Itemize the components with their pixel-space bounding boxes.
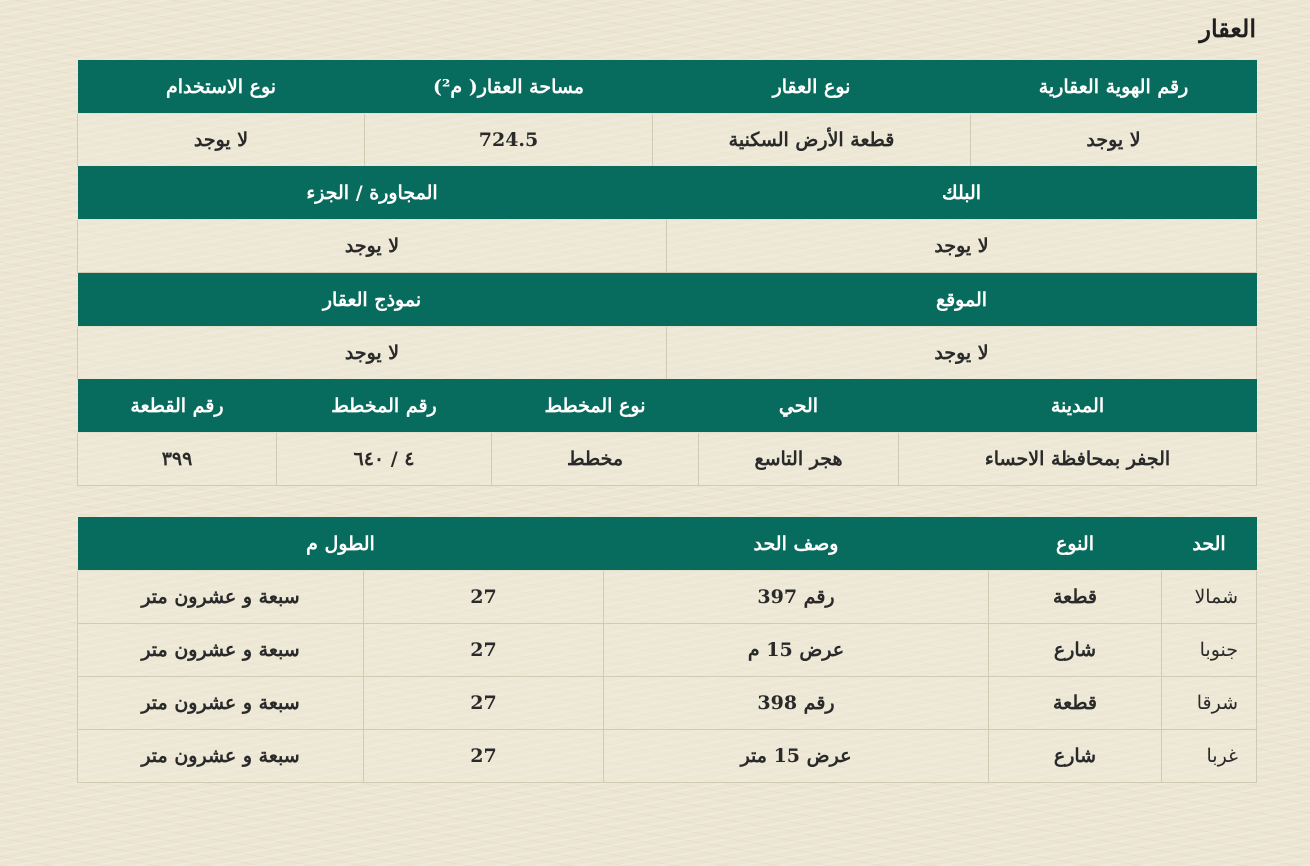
boundary-type: قطعة [989, 677, 1162, 730]
table-row [78, 677, 1257, 730]
header-neighborhood-part: المجاورة / الجزء [78, 166, 667, 220]
value-property-model: لا يوجد [78, 327, 667, 380]
boundary-description: رقم 397 [604, 571, 989, 624]
value-property-area: 724.5 [365, 114, 653, 167]
boundary-direction: جنوبا [1162, 624, 1257, 677]
location-table [77, 273, 1257, 380]
header-location: الموقع [667, 273, 1257, 327]
block-value-row [78, 220, 1257, 273]
value-plan-type: مخطط [492, 433, 699, 486]
header-property-id: رقم الهوية العقارية [971, 60, 1257, 114]
boundaries-table [77, 517, 1257, 783]
plan-table [77, 379, 1257, 486]
boundary-length-number: 27 [364, 571, 604, 624]
value-location: لا يوجد [667, 327, 1257, 380]
boundary-length-number: 27 [364, 730, 604, 783]
boundary-type: قطعة [989, 571, 1162, 624]
header-plan-type: نوع المخطط [492, 379, 699, 433]
location-header-row [78, 273, 1257, 327]
table-row [78, 624, 1257, 677]
header-city: المدينة [899, 379, 1257, 433]
boundary-type: شارع [989, 730, 1162, 783]
boundary-description: عرض 15 م [604, 624, 989, 677]
value-plot-number: ٣٩٩ [78, 433, 277, 486]
property-value-row [78, 114, 1257, 167]
property-header-row [78, 60, 1257, 114]
boundary-description: عرض 15 متر [604, 730, 989, 783]
header-district: الحي [699, 379, 899, 433]
value-plan-number: ٤ / ٦٤٠ [277, 433, 492, 486]
property-info-table [77, 60, 1257, 167]
header-boundary-description: وصف الحد [604, 517, 989, 571]
boundary-length-text: سبعة و عشرون متر [78, 624, 364, 677]
block-header-row [78, 166, 1257, 220]
boundary-type: شارع [989, 624, 1162, 677]
header-boundary-type: النوع [989, 517, 1162, 571]
location-value-row [78, 327, 1257, 380]
plan-value-row [78, 433, 1257, 486]
plan-header-row [78, 379, 1257, 433]
header-property-type: نوع العقار [653, 60, 971, 114]
boundary-length-number: 27 [364, 624, 604, 677]
table-row [78, 730, 1257, 783]
table-row [78, 571, 1257, 624]
value-district: هجر التاسع [699, 433, 899, 486]
boundary-length-text: سبعة و عشرون متر [78, 677, 364, 730]
value-usage-type: لا يوجد [78, 114, 365, 167]
header-block: البلك [667, 166, 1257, 220]
value-property-type: قطعة الأرض السكنية [653, 114, 971, 167]
header-boundary: الحد [1162, 517, 1257, 571]
header-property-model: نموذج العقار [78, 273, 667, 327]
value-neighborhood-part: لا يوجد [78, 220, 667, 273]
header-usage-type: نوع الاستخدام [78, 60, 365, 114]
boundary-direction: شرقا [1162, 677, 1257, 730]
boundary-length-text: سبعة و عشرون متر [78, 571, 364, 624]
boundary-length-number: 27 [364, 677, 604, 730]
boundary-description: رقم 398 [604, 677, 989, 730]
boundary-direction: شمالا [1162, 571, 1257, 624]
value-block: لا يوجد [667, 220, 1257, 273]
boundary-length-text: سبعة و عشرون متر [78, 730, 364, 783]
header-plot-number: رقم القطعة [78, 379, 277, 433]
header-length: الطول م [78, 517, 604, 571]
value-property-id: لا يوجد [971, 114, 1257, 167]
header-property-area: مساحة العقار( م²) [365, 60, 653, 114]
boundaries-header-row [78, 517, 1257, 571]
value-city: الجفر بمحافظة الاحساء [899, 433, 1257, 486]
page-title: العقار [1199, 14, 1256, 43]
boundary-direction: غربا [1162, 730, 1257, 783]
block-table [77, 166, 1257, 273]
header-plan-number: رقم المخطط [277, 379, 492, 433]
